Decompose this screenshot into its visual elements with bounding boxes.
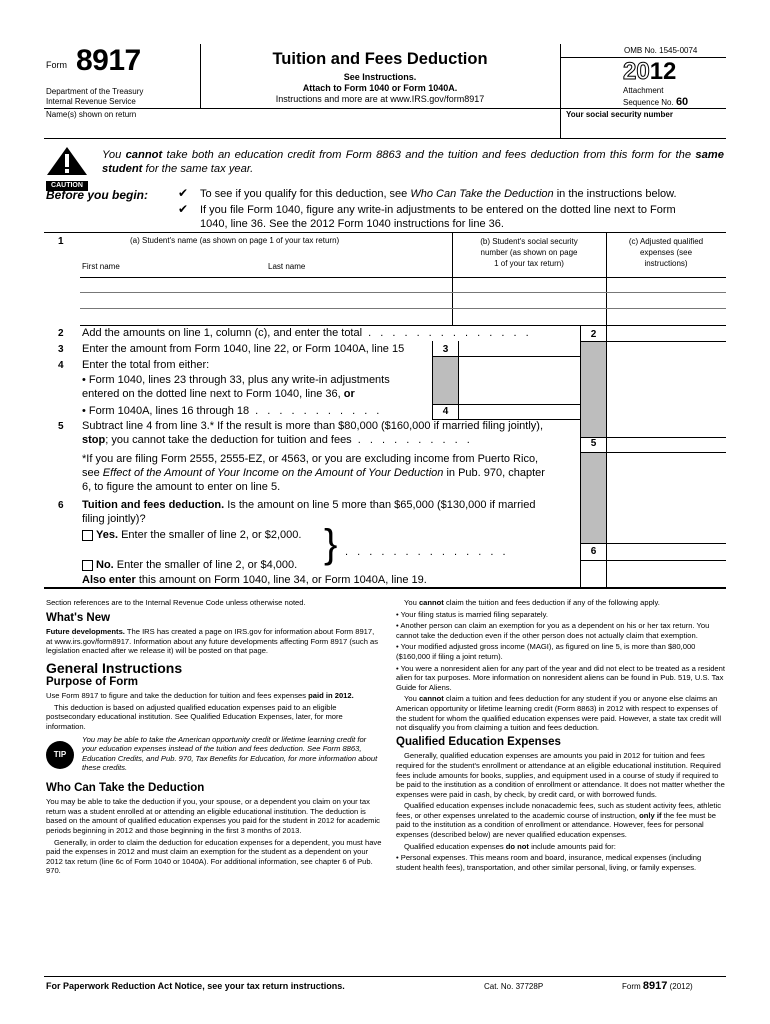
line-6-amount[interactable]	[608, 545, 724, 559]
line-4-bullet-1b: entered on the dotted line next to Form 1040, line 36, or	[82, 388, 355, 400]
attachment-label: Attachment	[623, 86, 664, 95]
ssn-label: Your social security number	[566, 110, 673, 119]
line-6-dots: . . . . . . . . . . . . . .	[345, 546, 509, 558]
attach-instruction: Attach to Form 1040 or Form 1040A.	[302, 83, 458, 93]
qee-bullet-1: • Personal expenses. This means room and board, insurance, medical expenses (including student health fees), transportation, and other similar personal, living, or family expenses.	[396, 853, 702, 872]
line-4-bullet-1: • Form 1040, lines 23 through 33, plus any write-in adjustments	[82, 374, 390, 386]
before-item-2-line2: 1040, line 36. See the 2012 Form 1040 instructions for line 36.	[200, 218, 504, 230]
line-3-number: 3	[58, 344, 64, 355]
line-4-box: 4	[442, 406, 449, 417]
sequence-label: Sequence No. 60	[623, 96, 689, 108]
check-icon: ✔	[178, 186, 189, 200]
line-2-number: 2	[58, 328, 64, 339]
first-name-header: First name	[82, 262, 120, 271]
cannot-bullet-4: • You were a nonresident alien for any part of the year and did not elect to be treated as a resident alien for tax purposes. More information on nonresident aliens can be found in Pub. 519, U.S. Tax Guide for Aliens.	[396, 663, 725, 692]
line-6-no: No. Enter the smaller of line 2, or $4,000.	[82, 559, 297, 571]
irs-name: Internal Revenue Service	[46, 97, 136, 106]
line-3-box: 3	[442, 344, 449, 355]
instructions-link: Instructions and more are at www.IRS.gov/form8917	[275, 94, 485, 104]
purpose-p1: Use Form 8917 to figure and take the deduction for tuition and fees expenses paid in 2012.	[46, 691, 354, 701]
line-2-box: 2	[590, 329, 597, 340]
form-number: 8917	[76, 44, 141, 77]
department: Department of the Treasury	[46, 87, 144, 96]
yes-checkbox[interactable]	[82, 530, 93, 541]
ssn-input[interactable]	[564, 120, 724, 136]
line-6-box: 6	[590, 546, 597, 557]
student-name-input-3[interactable]	[82, 310, 448, 323]
tip-block	[46, 735, 382, 779]
caution-icon	[46, 146, 88, 189]
line-3-text: Enter the amount from Form 1040, line 22, or Form 1040A, line 15	[82, 343, 405, 355]
line-4-amount[interactable]	[460, 406, 578, 418]
tip-icon: TIP	[46, 741, 74, 769]
line-5-text-1: Subtract line 4 from line 3.* If the result is more than $80,000 ($160,000 if married filing jointly),	[82, 420, 544, 432]
line-6-text-2: filing jointly)?	[82, 513, 146, 525]
line-5-box: 5	[590, 438, 597, 449]
tax-year	[623, 58, 676, 86]
section-ref: Section references are to the Internal Revenue Code unless otherwise noted.	[46, 598, 306, 607]
who-p1: You may be able to take the deduction if you, your spouse, or a dependent you claim on your tax return was a student enrolled at or attending an eligible educational institution. The deduction is based on the amount of qualified education expenses you paid for the student in 2012 for academic periods beginning in 2012 and those beginning in the first 3 months of 2013.	[46, 797, 380, 835]
future-developments: Future developments. The IRS has created a page on IRS.gov for information about Form 8917, at www.irs.gov/form8917. Information about any future developments affecting Form 8917 (such as legislation enacted after we release it) will be posted on that page.	[46, 627, 379, 656]
line-2-amount[interactable]	[608, 327, 724, 340]
who-p2: Generally, in order to claim the deduction for education expenses for a dependent, you must have paid the expenses in 2012 and must claim an exemption for the student as a dependent on your 2012 tax return (line 6c of Form 1040 or 1040A). For additional information, see chapter 6 of Pub. 970.	[46, 837, 382, 876]
line-5-note-3: 6, to figure the amount to enter on line 5.	[82, 481, 281, 493]
before-you-begin: Before you begin:	[46, 188, 149, 202]
caution-text: You cannot take both an education credit from Form 8863 and the tuition and fees deduction from this form for the same student for the same tax year.	[102, 149, 724, 175]
form-title: Tuition and Fees Deduction	[272, 50, 488, 68]
general-instructions-heading: General Instructions	[46, 659, 183, 676]
check-icon: ✔	[178, 202, 189, 216]
line-4-bullet-2: • Form 1040A, lines 16 through 18 . . . . . . . . . . .	[82, 405, 383, 417]
caution-label: CAUTION	[46, 181, 88, 191]
line-5-note-1: *If you are filing Form 2555, 2555-EZ, or 4563, or you are excluding income from Puerto Rico,	[82, 453, 539, 465]
before-item-1: To see if you qualify for this deduction, see Who Can Take the Deduction in the instructions below.	[200, 188, 677, 200]
omb-number: OMB No. 1545-0074	[624, 46, 698, 55]
brace: }	[324, 522, 338, 566]
line-5-amount[interactable]	[608, 439, 724, 451]
no-checkbox[interactable]	[82, 560, 93, 571]
col-b-header: (b) Student's social security number (as shown on page 1 of your tax return)	[480, 237, 578, 268]
sequence-number: 60	[675, 96, 689, 108]
see-instructions: See Instructions.	[343, 72, 417, 82]
line-3-amount[interactable]	[460, 343, 578, 355]
col-c-header: (c) Adjusted qualified expenses (see instructions)	[628, 237, 704, 268]
cannot-claim-intro: You cannot claim the tuition and fees deduction if any of the following apply.	[404, 598, 660, 607]
left-column	[46, 598, 382, 878]
last-name-header: Last name	[268, 262, 306, 271]
qee-heading: Qualified Education Expenses	[396, 735, 561, 748]
col-a-header: (a) Student's name (as shown on page 1 of your tax return)	[130, 236, 340, 245]
line-4-number: 4	[58, 360, 64, 371]
cannot-bullet-2: • Another person can claim an exemption for you as a dependent on his or her tax return. You cannot take the deduction even if the other person does not actually claim that exemption.	[396, 621, 710, 640]
cat-number: Cat. No. 37728P	[484, 982, 544, 991]
purpose-heading: Purpose of Form	[46, 675, 139, 688]
line-6-text-1: Tuition and fees deduction. Is the amount on line 5 more than $65,000 ($130,000 if married	[82, 499, 536, 511]
cannot-bullet-1: • Your filing status is married filing separately.	[396, 609, 548, 619]
cannot-claim-para: You cannot claim a tuition and fees deduction for any student if you or anyone else claims an American opportunity or lifetime learning credit (Form 8863) in 2012 with respect to expenses of the student for whom the qualified education expenses were paid. However, a state tax credit will not disqualify you from claiming a tuition and fees deduction.	[396, 694, 722, 733]
who-heading: Who Can Take the Deduction	[46, 781, 205, 794]
line-5-note-2: see Effect of the Amount of Your Income on the Amount of Your Deduction in Pub. 970, chapter	[82, 467, 545, 479]
line-1-number: 1	[58, 236, 64, 247]
qee-p3: Qualified education expenses do not include amounts paid for:	[404, 841, 616, 851]
line-5-text-2: stop; you cannot take the deduction for tuition and fees . . . . . . . . . .	[82, 434, 473, 446]
line-6-number: 6	[58, 500, 64, 511]
line-6-also: Also enter this amount on Form 1040, line 34, or Form 1040A, line 19.	[82, 574, 427, 586]
student-name-input-2[interactable]	[82, 294, 448, 306]
tip-text: You may be able to take the American opportunity credit or lifetime learning credit for your education expenses instead of the tuition and fees deduction. See Form 8863, Education Credits, and Pub. 970, Tax Benefits for Education, for more information about these credits.	[82, 734, 378, 773]
line-6-yes: Yes. Enter the smaller of line 2, or $2,000.	[82, 529, 301, 541]
qee-p1: Generally, qualified education expenses are amounts you paid in 2012 for tuition and fees required for the student's enrollment or attendance at an eligible educational institution. Required fees include amounts for books, supplies, and equipment used in a course of study if required to be paid to the institution as a condition of enrollment or attendance. It does not matter whether the expenses were paid in cash, by check, by credit card, or with borrowed funds.	[396, 751, 725, 799]
year-bold: 12	[649, 58, 677, 85]
purpose-p2: This deduction is based on adjusted qualified education expenses paid to an eligible postsecondary educational institution. See Qualified Education Expenses, later, for more information.	[46, 702, 343, 731]
cannot-bullet-3: • Your modified adjusted gross income (MAGI), as figured on line 5, is more than $80,000 ($160,000 if filing a joint return).	[396, 642, 696, 661]
line-2-text: Add the amounts on line 1, column (c), and enter the total . . . . . . . . . . . . . .	[82, 327, 532, 339]
student-name-input-1[interactable]	[82, 279, 448, 291]
line-4-text: Enter the total from either:	[82, 359, 210, 371]
qee-p2: Qualified education expenses include nonacademic fees, such as student activity fees, athletic fees, or other expenses unrelated to the academic course of instruction, only if the fee must be paid to the institution as a condition of enrollment or attendance. However, fees for personal expenses (described below) are never qualified education expenses.	[396, 801, 722, 840]
footer-form: Form 8917 (2012)	[622, 980, 693, 992]
right-column	[396, 598, 726, 874]
whats-new-heading: What's New	[46, 611, 111, 624]
year-outline: 20	[623, 58, 650, 85]
before-item-2-line1: If you file Form 1040, figure any write-in adjustments to be entered on the dotted line next to Form	[200, 204, 676, 216]
form-label: Form	[46, 60, 67, 70]
names-label: Name(s) shown on return	[46, 110, 137, 119]
line-5-number: 5	[58, 421, 64, 432]
name-input[interactable]	[46, 120, 556, 136]
paperwork-notice: For Paperwork Reduction Act Notice, see your tax return instructions.	[46, 981, 345, 991]
